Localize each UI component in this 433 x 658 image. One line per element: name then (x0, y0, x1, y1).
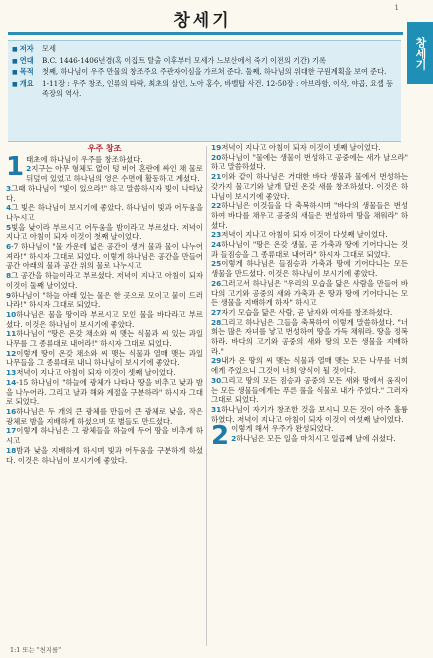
verse-number: 26 (211, 278, 222, 288)
book-side-tab[interactable]: 창세기 (407, 22, 433, 84)
verse-text: 그리고 하나님은 그들을 축복하여 이렇게 말씀하셨다. "너희는 많은 자녀를 낳고 번성하여 땅을 가득 채워라. 땅을 정복하라. 바다의 고기와 공중의 새와 땅의 모든 생물을 지배하라." (211, 317, 408, 356)
verse-text: 태초에 하나님이 우주를 창조하셨다. (26, 154, 143, 164)
verse-number: 3 (6, 183, 12, 193)
info-value: 첫째, 하나님이 우주 만물의 창조주요 주관자이심을 가르쳐 준다. 둘째, 하나님의 위대한 구원계획을 보여 준다. (42, 67, 387, 77)
info-value: 모세 (42, 44, 56, 53)
verse (6, 242, 203, 271)
verse-number: 11 (6, 329, 17, 339)
verse-text: 저녁이 지나고 아침이 되자 이것이 넷째 날이었다. (221, 143, 381, 152)
verse (6, 291, 203, 310)
verse-number: 10 (6, 309, 17, 319)
right-column (211, 143, 408, 452)
right-verse-list (211, 143, 408, 424)
verse-number: 25 (211, 259, 222, 269)
verse (211, 376, 408, 405)
info-label: ■ 목적 (12, 67, 42, 79)
verse (6, 271, 203, 290)
info-outline (8, 79, 401, 100)
verse (211, 230, 408, 240)
info-purpose (8, 67, 401, 79)
verse-number: 31 (211, 404, 222, 414)
verse-text: 하나님은 모든 일을 마치시고 일곱째 날에 쉬셨다. (236, 434, 396, 444)
verse (6, 223, 203, 242)
verse-number: 9 (6, 290, 12, 300)
info-date (8, 56, 401, 68)
info-label: ■ 연대 (12, 56, 42, 68)
verse-number: 28 (211, 317, 222, 327)
left-column (6, 143, 203, 465)
verse-number: 5 (6, 222, 12, 232)
verse-text: -15 하나님이 "하늘에 광체가 나타나 땅을 비추고 낮과 밤을 나누어라. 그리고 날과 해와 계절을 구분하라" 하시자 그대로 되었다. (6, 377, 203, 407)
info-value: 1-11장 : 우주 창조, 인류의 타락, 최초의 살인, 노아 홍수, 바벨탑 사건. 12-50장 : 아브라함, 이삭, 야곱, 요셉 등 족장의 역사. (42, 78, 394, 99)
verse (211, 201, 408, 230)
verse (211, 279, 408, 308)
verse-number: 21 (211, 172, 222, 182)
verse-text: 하나님은 두 개의 큰 광체를 만들어 큰 광체로 낮을, 작은 광체로 밤을 지배하게 하셨으며 또 별들도 만드셨다. (6, 406, 203, 426)
book-title: 창세기 (173, 11, 232, 31)
verse-number: 23 (211, 230, 222, 240)
verse (6, 446, 203, 465)
verse-text: 그때 하나님이 "빛이 있으라!" 하고 말씀하시자 빛이 나타났다. (6, 183, 203, 203)
verse-text: 하나님이 "하늘 아래 있는 물은 한 곳으로 모이고 뭍이 드러나라!" 하시자 그대로 되었다. (6, 290, 203, 310)
verse-text: 이렇게 하나님은 들짐승과 가축과 땅에 기어다니는 모든 생물을 만드셨다. 이것은 하나님이 보시기에 좋았다. (211, 259, 408, 279)
verse-text: 이렇게 해서 우주가 완성되었다. (231, 424, 334, 434)
verse-number: 2 (26, 164, 32, 174)
verse-number: 8 (6, 271, 12, 281)
verse-text: 하나님이 "땅은 온갖 채소와 씨 맺는 식물과 씨 있는 과일 나무를 그 종류대로 내어라!" 하시자 그대로 되었다. (6, 329, 203, 349)
verse (6, 184, 203, 203)
info-value: B.C. 1446-1406년경(혹 이집트 탈출 이후부터 모세가 느보산에서 죽기 이전의 기간) 기록 (42, 55, 326, 65)
info-label: ■ 개요 (12, 79, 42, 100)
header-rule (8, 32, 403, 35)
verse (6, 164, 203, 183)
verse-number: 13 (6, 368, 17, 378)
verse-number: 17 (6, 426, 17, 436)
verse-text: 하나님이 자기가 창조한 것을 보시니 모든 것이 아주 훌륭하였다. 저녁이 지나고 아침이 되자 이것이 여섯째 날이었다. (211, 404, 408, 424)
info-author (8, 44, 401, 56)
verse (211, 405, 408, 424)
verse-text: 저녁이 지나고 아침이 되자 이것이 셋째 날이었다. (16, 368, 176, 378)
verse (211, 318, 408, 357)
verse-number: 2 (231, 434, 237, 444)
verse-number: 12 (6, 348, 17, 358)
verse-text: 그 공간을 하늘이라고 부르셨다. 저녁이 지나고 아침이 되자 이것이 둘째 날이었다. (6, 271, 203, 290)
info-label: ■ 저자 (12, 44, 42, 56)
verse (6, 310, 203, 329)
chapter-number: 2 (211, 421, 230, 452)
verse (211, 356, 408, 375)
footnote: 1:1 또는 "천지를" (10, 646, 62, 654)
verse-text: 하나님이 "물에는 생물이 번성하고 공중에는 새가 날으라" 하고 말씀하셨다. (211, 152, 408, 172)
verse (211, 259, 408, 278)
left-verse-list (6, 151, 203, 466)
verse-text: 그리고 땅의 모든 짐승과 공중의 모든 새와 땅에서 움직이는 모든 생물들에게는 푸른 풀을 식물로 내가 주었다." 그러자 그대로 되었다. (211, 375, 408, 405)
verse-number: 30 (211, 375, 222, 385)
verse-text: 이렇게 땅이 온갖 채소와 씨 맺는 식물과 열매 맺는 과일 나무들을 그 종류대로 내니 하나님이 보시기에 좋았다. (6, 348, 203, 368)
book-info-box (8, 40, 401, 142)
verse-text: 이와 같이 하나님은 거대한 바다 생물과 물에서 번성하는 갖가지 물고기와 날개 달린 온갖 새를 창조하셨다. 이것은 하나님이 보시기에 좋았다. (211, 172, 408, 201)
page-number: 1 (394, 4, 399, 12)
column-divider (206, 146, 207, 646)
verse (211, 153, 408, 172)
verse-text: 그 빛은 하나님이 보시기에 좋았다. 하나님이 빛과 어두움을 나누시고 (6, 203, 203, 222)
verse-number: 27 (211, 307, 222, 317)
verse-number: 24 (211, 240, 222, 250)
verse-number: 14 (6, 377, 17, 387)
verse-number: 18 (6, 445, 17, 455)
verse-number: 6 (6, 242, 12, 252)
verse-number: 4 (6, 203, 12, 213)
verse-text: 지구는 아무 형체도 없이 텅 비어 혼란에 싸인 채 물로 뒤덮여 있었고 하나님의 영은 수면에 활동하고 계셨다. (26, 164, 203, 184)
verse-text: 자기 모습을 닮은 사람, 곧 남자와 여자를 창조하셨다. (221, 307, 393, 317)
verse (211, 143, 408, 153)
verse-text: 그러고서 하나님은 "우리의 모습을 닮은 사람을 만들어 바다의 고기와 공중의 새와 가축과 온 땅과 땅에 기어다니는 모든 생물을 지배하게 하자" 하시고 (211, 278, 408, 308)
verse-number: 16 (6, 406, 17, 416)
verse-number: 29 (211, 356, 222, 366)
verse (6, 407, 203, 426)
verse-text: 빛을 낮이라 부르시고 어두움을 밤이라고 부르셨다. 저녁이 지나고 아침이 되자 이것이 첫째 날이었다. (6, 222, 203, 242)
verse-text: 하나님은 이것들을 다 축복하시며 "바다의 생물들은 번성하여 바다를 채우고 공중의 새들은 번성하여 땅을 채워라" 하셨다. (211, 201, 408, 230)
verse-text: 저녁이 지나고 아침이 되자 이것이 다섯째 날이었다. (221, 230, 388, 240)
verse-text: 하나님은 물을 땅이라 부르시고 모인 물을 바다라고 부르셨다. 이것은 하나님이 보시기에 좋았다. (6, 309, 203, 329)
verse (6, 203, 203, 222)
verse-text: 하나님이 "땅은 온갖 생물, 곧 가축과 땅에 기어다니는 것과 들짐승을 그 종류대로 내어라" 하시자 그대로 되었다. (211, 240, 408, 259)
verse (6, 368, 203, 378)
verse (6, 329, 203, 348)
verse (6, 378, 203, 407)
verse-text: 밤과 낮을 지배하게 하시며 빛과 어두움을 구분하게 하셨다. 이것은 하나님이 보시기에 좋았다. (6, 445, 203, 465)
verse (6, 426, 203, 445)
verse (211, 308, 408, 318)
verse-number: 19 (211, 143, 222, 152)
section-heading: 우주 창조 (87, 144, 122, 153)
verse-number: 22 (211, 201, 222, 211)
verse (211, 434, 408, 444)
verse-text: 내가 온 땅의 씨 맺는 식물과 열매 맺는 모든 나무를 너희에게 주었으니 그것이 너희 양식이 될 것이다. (211, 356, 408, 376)
verse (6, 349, 203, 368)
verse (211, 172, 408, 201)
verse-number: 20 (211, 152, 222, 162)
chapter-number: 1 (6, 151, 25, 182)
verse-text: 이렇게 하나님은 그 광체들을 하늘에 두어 땅을 비추게 하시고 (6, 426, 203, 446)
verse-text: -7 하나님이 "물 가운데 넓은 공간이 생겨 물과 물이 나누어져라!" 하시자 그대로 되었다. 이렇게 하나님은 공간을 만들어 공간 아래의 물과 공간 위의 물로 나누시고 (6, 242, 203, 271)
verse (211, 240, 408, 259)
chapter-2-verse-list (211, 421, 408, 452)
